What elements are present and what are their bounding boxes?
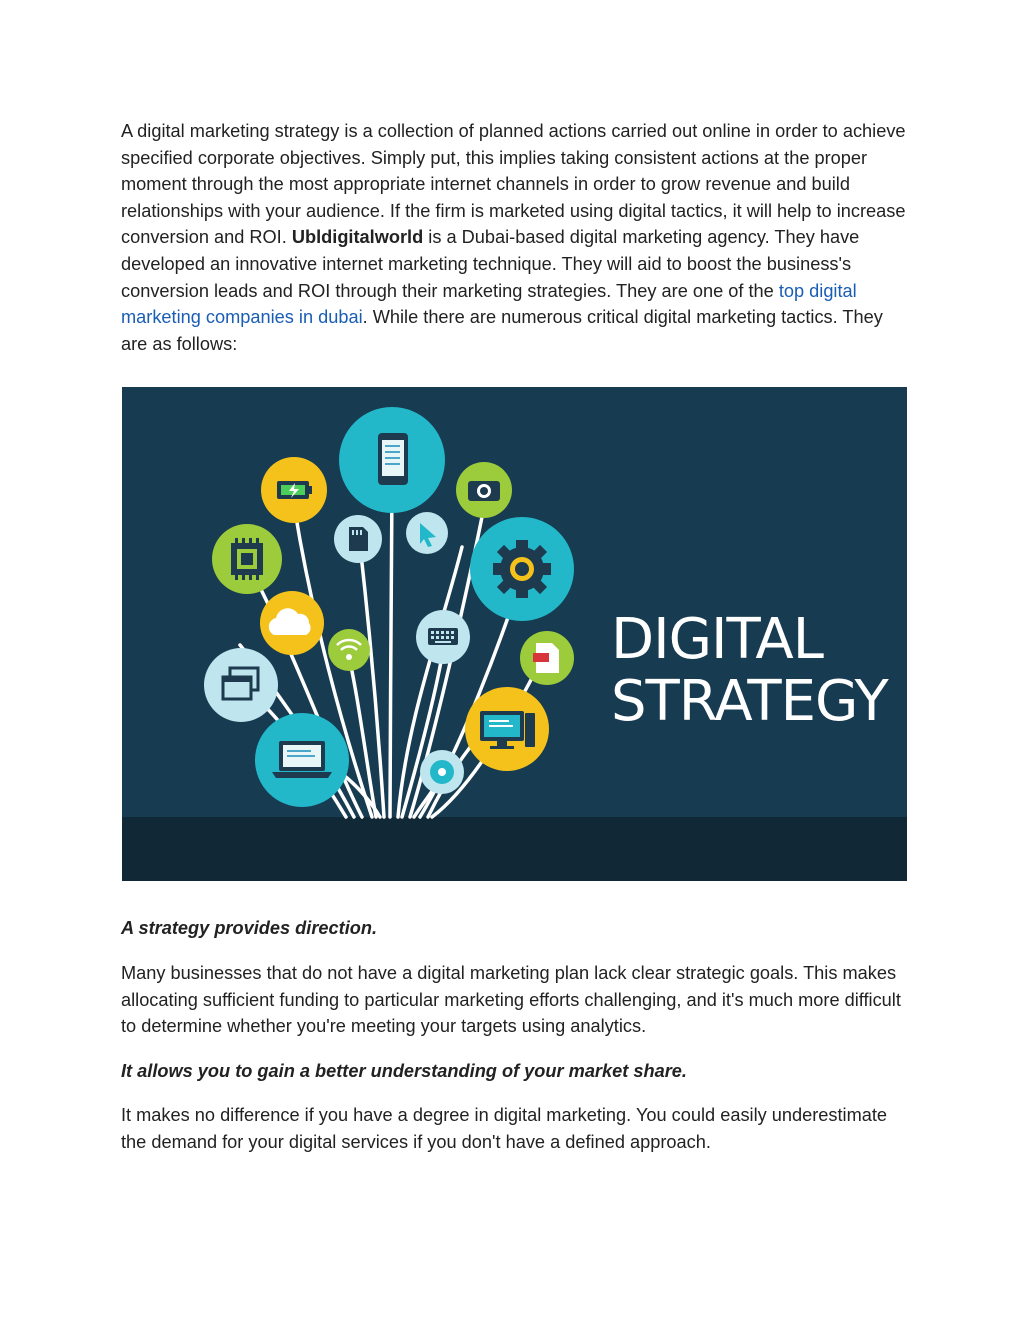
- intro-text-2: is a Dubai-based digital marketing agency. They have developed an innovative internet marketing technique. They will aid to boost the business's conversion leads and ROI through their marketing strategies. They are one of the: [121, 227, 860, 301]
- laptop-icon: [255, 713, 349, 807]
- windows-icon: [204, 648, 278, 722]
- intro-paragraph: [121, 118, 907, 357]
- battery-icon: [261, 457, 327, 523]
- section-2-body: It makes no difference if you have a degree in digital marketing. You could easily underestimate the demand for your digital services if you don't have a defined approach.: [121, 1105, 888, 1152]
- cursor-icon: [406, 512, 448, 554]
- cloud-icon: [260, 591, 324, 655]
- sd-card-icon: [334, 515, 382, 563]
- section-1-heading: A strategy provides direction.: [121, 918, 378, 939]
- wifi-icon: [328, 629, 370, 671]
- digital-strategy-image: [122, 387, 907, 881]
- brand-name: Ubldigitalworld: [291, 227, 424, 248]
- smartphone-icon: [339, 407, 445, 513]
- monitor-icon: [465, 687, 549, 771]
- keyboard-icon: [416, 610, 470, 664]
- disc-icon: [420, 750, 464, 794]
- section-1-body: Many businesses that do not have a digital marketing plan lack clear strategic goals. This makes allocating sufficient funding to particular marketing efforts challenging, and it's much more difficult to determine whether you're meeting your targets using analytics.: [121, 962, 901, 1037]
- intro-text-3: . While there are numerous critical digital marketing tactics. They are as follows:: [121, 307, 883, 354]
- intro-text-1: A digital marketing strategy is a collection of planned actions carried out online in order to achieve specified corporate objectives. Simply put, this implies taking consistent actions at the proper moment through the most appropriate internet channels in order to grow revenue and build relationships with your audience. If the firm is marketed using digital tactics, it will help to increase conversion and ROI.: [121, 121, 906, 248]
- document-icon: [520, 631, 574, 685]
- camera-icon: [456, 462, 512, 518]
- gear-icon: [470, 517, 574, 621]
- top-companies-link[interactable]: top digital marketing companies in dubai: [121, 280, 857, 328]
- document-page: [121, 118, 907, 1174]
- image-title-line-1: DIGITAL: [611, 607, 823, 673]
- chip-icon: [212, 524, 282, 594]
- image-title-line-2: STRATEGY: [611, 669, 888, 735]
- section-2-heading: It allows you to gain a better understanding of your market share.: [121, 1060, 687, 1081]
